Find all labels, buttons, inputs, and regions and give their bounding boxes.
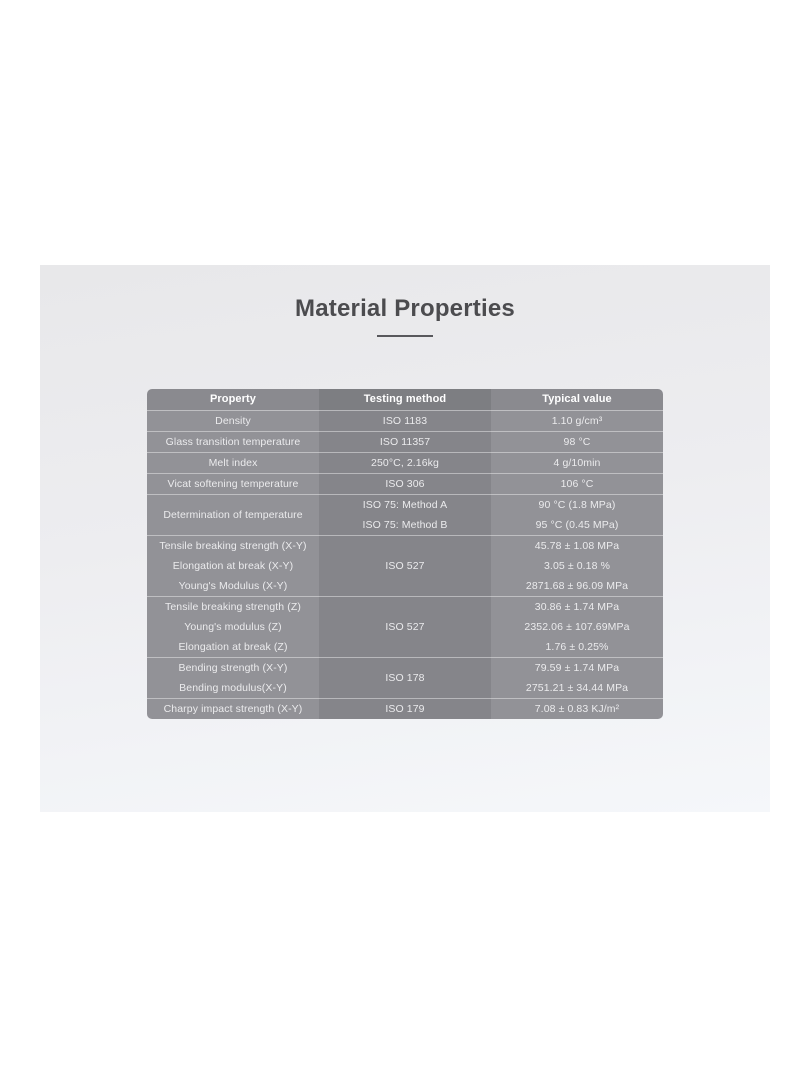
- testing-method-cell: [319, 596, 491, 657]
- typical-value-cell-text: 7.08 ± 0.83 KJ/m²: [534, 703, 620, 715]
- material-properties-section: [40, 265, 770, 812]
- table-group-row: [147, 657, 663, 698]
- table-header-row: [147, 389, 663, 410]
- title-underline-decoration: [377, 335, 433, 337]
- typical-value-cell-text: 4 g/10min: [553, 457, 601, 469]
- table-group-row: [147, 535, 663, 596]
- typical-value-cell-text: 2352.06 ± 107.69MPa: [524, 621, 630, 633]
- property-cell: [147, 410, 319, 431]
- testing-method-cell: [319, 698, 491, 719]
- testing-method-cell-text: ISO 527: [385, 621, 425, 633]
- typical-value-cell-text: 45.78 ± 1.08 MPa: [534, 540, 620, 552]
- column-header-property-label: Property: [209, 393, 257, 405]
- column-header-testing-method: [319, 389, 491, 410]
- column-header-testing-method-label: Testing method: [363, 393, 447, 405]
- typical-value-cell-text: 2871.68 ± 96.09 MPa: [525, 580, 629, 592]
- typical-value-cell: [491, 452, 663, 473]
- property-cell: [147, 657, 319, 698]
- testing-method-cell: [319, 494, 491, 535]
- table-group-row: [147, 410, 663, 431]
- property-cell-text: Bending strength (X-Y): [178, 662, 288, 674]
- table-group-row: [147, 452, 663, 473]
- testing-method-cell-text: ISO 306: [385, 478, 425, 490]
- typical-value-cell-text: 1.76 ± 0.25%: [545, 641, 609, 653]
- typical-value-cell-text: 90 °C (1.8 MPa): [538, 499, 616, 511]
- property-cell-text: Young's modulus (Z): [184, 621, 282, 633]
- typical-value-cell: [491, 494, 663, 535]
- typical-value-cell: [491, 596, 663, 657]
- property-cell-text: Melt index: [208, 457, 258, 469]
- typical-value-cell-text: 98 °C: [563, 436, 591, 448]
- property-cell: [147, 494, 319, 535]
- table-group-row: [147, 698, 663, 719]
- property-cell-text: Young's Modulus (X-Y): [178, 580, 288, 592]
- testing-method-cell: [319, 410, 491, 431]
- typical-value-cell: [491, 410, 663, 431]
- property-cell-text: Glass transition temperature: [165, 436, 301, 448]
- typical-value-cell-text: 2751.21 ± 34.44 MPa: [525, 682, 629, 694]
- property-cell-text: Density: [215, 415, 251, 427]
- property-cell-text: Charpy impact strength (X-Y): [163, 703, 303, 715]
- typical-value-cell: [491, 473, 663, 494]
- section-title: Material Properties: [295, 295, 515, 322]
- testing-method-cell: [319, 535, 491, 596]
- property-cell-text: Elongation at break (X-Y): [172, 560, 294, 572]
- property-cell: [147, 431, 319, 452]
- testing-method-cell-text: 250°C, 2.16kg: [371, 457, 439, 469]
- typical-value-cell-text: 106 °C: [560, 478, 594, 490]
- table-group-row: [147, 494, 663, 535]
- typical-value-cell-text: 3.05 ± 0.18 %: [543, 560, 611, 572]
- property-cell-text: Tensile breaking strength (X-Y): [159, 540, 307, 552]
- property-cell: [147, 596, 319, 657]
- property-cell: [147, 535, 319, 596]
- property-cell: [147, 473, 319, 494]
- testing-method-cell-text: ISO 179: [385, 703, 425, 715]
- table-group-row: [147, 596, 663, 657]
- testing-method-cell-text: ISO 75: Method A: [362, 499, 448, 511]
- property-cell-text: Bending modulus(X-Y): [179, 682, 287, 694]
- testing-method-cell: [319, 431, 491, 452]
- typical-value-cell: [491, 657, 663, 698]
- table-group-row: [147, 431, 663, 452]
- column-header-typical-value: [491, 389, 663, 410]
- testing-method-cell-text: ISO 11357: [379, 436, 431, 448]
- property-cell: [147, 452, 319, 473]
- property-cell-text: Tensile breaking strength (Z): [165, 601, 301, 613]
- testing-method-cell-text: ISO 527: [385, 560, 425, 572]
- testing-method-cell: [319, 473, 491, 494]
- testing-method-cell: [319, 452, 491, 473]
- testing-method-cell-text: ISO 178: [385, 672, 425, 684]
- table-group-row: [147, 473, 663, 494]
- table-body: [147, 410, 663, 719]
- material-properties-table: [147, 389, 663, 719]
- property-cell-text: Determination of temperature: [163, 509, 303, 521]
- property-cell-text: Elongation at break (Z): [178, 641, 288, 653]
- column-header-typical-value-label: Typical value: [542, 393, 612, 405]
- testing-method-cell-text: ISO 75: Method B: [362, 519, 448, 531]
- typical-value-cell: [491, 535, 663, 596]
- column-header-property: [147, 389, 319, 410]
- typical-value-cell-text: 30.86 ± 1.74 MPa: [534, 601, 620, 613]
- typical-value-cell-text: 95 °C (0.45 MPa): [535, 519, 619, 531]
- typical-value-cell: [491, 698, 663, 719]
- testing-method-cell: [319, 657, 491, 698]
- property-cell-text: Vicat softening temperature: [167, 478, 299, 490]
- typical-value-cell-text: 79.59 ± 1.74 MPa: [534, 662, 620, 674]
- testing-method-cell-text: ISO 1183: [382, 415, 428, 427]
- typical-value-cell: [491, 431, 663, 452]
- property-cell: [147, 698, 319, 719]
- typical-value-cell-text: 1.10 g/cm³: [551, 415, 603, 427]
